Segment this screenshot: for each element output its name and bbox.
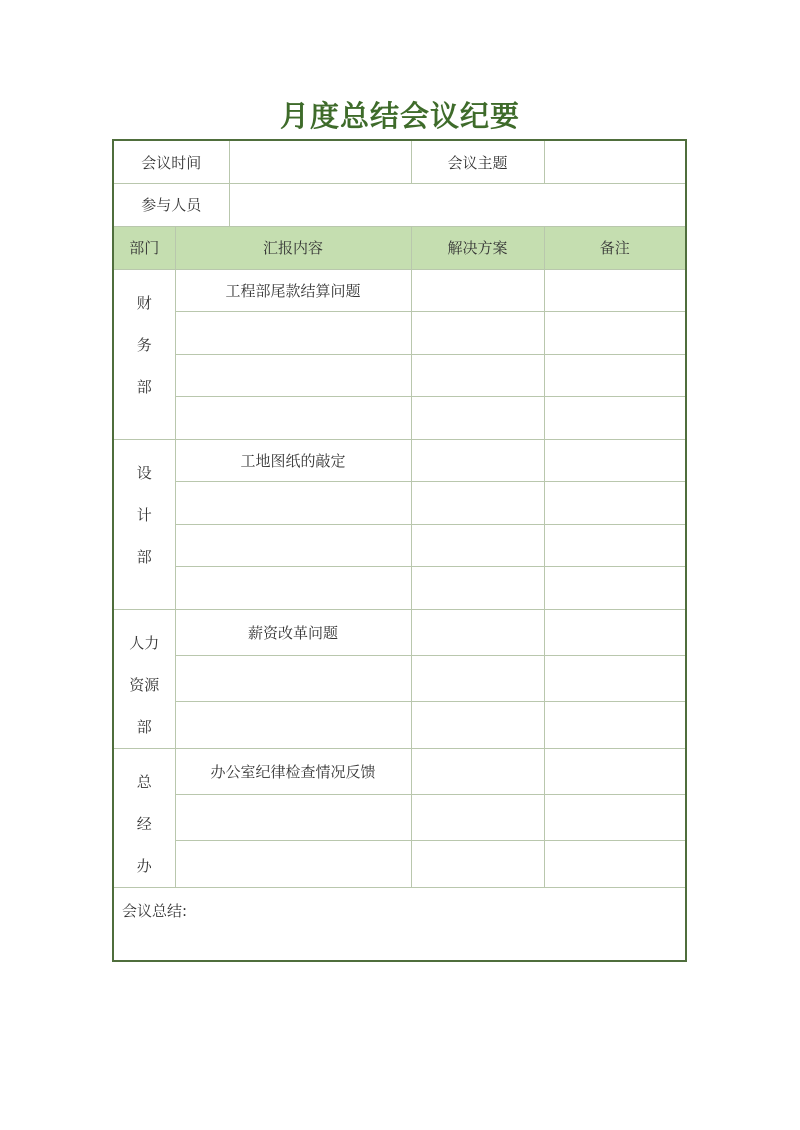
table-row [114, 354, 685, 397]
report-content-cell[interactable] [175, 524, 411, 567]
meeting-time-field[interactable] [229, 141, 411, 184]
table-row [114, 482, 685, 525]
notes-cell[interactable] [544, 794, 685, 840]
notes-cell[interactable] [544, 397, 685, 440]
meeting-summary-field[interactable]: 会议总结: [114, 887, 685, 984]
solution-cell[interactable] [411, 524, 544, 567]
meeting-topic-field[interactable] [544, 141, 685, 184]
notes-cell[interactable] [544, 655, 685, 701]
table-row [114, 609, 685, 655]
report-content-cell[interactable] [175, 702, 411, 748]
notes-cell[interactable] [544, 609, 685, 655]
info-row-2 [114, 184, 685, 227]
solution-cell[interactable] [411, 609, 544, 655]
solution-cell[interactable] [411, 794, 544, 840]
notes-cell[interactable] [544, 702, 685, 748]
table-row [114, 567, 685, 610]
report-content-cell[interactable] [175, 312, 411, 355]
table-row [114, 269, 685, 312]
solution-cell[interactable] [411, 397, 544, 440]
dept-cell-gm-office: 总 经 办 [114, 748, 175, 887]
report-content-cell[interactable] [175, 794, 411, 840]
notes-cell[interactable] [544, 748, 685, 794]
notes-cell[interactable] [544, 841, 685, 887]
report-content-cell[interactable] [175, 841, 411, 887]
meeting-time-label: 会议时间 [114, 141, 229, 184]
solution-cell[interactable] [411, 655, 544, 701]
header-content: 汇报内容 [175, 226, 411, 269]
table-row [114, 524, 685, 567]
solution-cell[interactable] [411, 354, 544, 397]
minutes-table [114, 141, 685, 984]
report-content-cell[interactable]: 工地图纸的敲定 [175, 439, 411, 482]
table-row [114, 748, 685, 794]
header-solution: 解决方案 [411, 226, 544, 269]
header-notes: 备注 [544, 226, 685, 269]
table-row [114, 655, 685, 701]
header-dept: 部门 [114, 226, 175, 269]
table-row [114, 702, 685, 748]
info-row-1 [114, 141, 685, 184]
report-content-cell[interactable] [175, 397, 411, 440]
attendees-field[interactable] [229, 184, 685, 227]
solution-cell[interactable] [411, 702, 544, 748]
table-row [114, 312, 685, 355]
document-title: 月度总结会议纪要 [279, 99, 520, 133]
summary-row [114, 887, 685, 984]
solution-cell[interactable] [411, 482, 544, 525]
report-content-cell[interactable] [175, 482, 411, 525]
solution-cell[interactable] [411, 748, 544, 794]
report-content-cell[interactable] [175, 354, 411, 397]
meeting-topic-label: 会议主题 [411, 141, 544, 184]
solution-cell[interactable] [411, 841, 544, 887]
table-row [114, 794, 685, 840]
report-content-cell[interactable]: 办公室纪律检查情况反馈 [175, 748, 411, 794]
attendees-label: 参与人员 [114, 184, 229, 227]
meeting-minutes-form [112, 139, 687, 962]
report-content-cell[interactable] [175, 567, 411, 610]
notes-cell[interactable] [544, 524, 685, 567]
notes-cell[interactable] [544, 439, 685, 482]
notes-cell[interactable] [544, 482, 685, 525]
notes-cell[interactable] [544, 354, 685, 397]
table-row [114, 397, 685, 440]
report-content-cell[interactable]: 薪资改革问题 [175, 609, 411, 655]
notes-cell[interactable] [544, 312, 685, 355]
notes-cell[interactable] [544, 567, 685, 610]
table-row [114, 439, 685, 482]
solution-cell[interactable] [411, 269, 544, 312]
solution-cell[interactable] [411, 439, 544, 482]
table-row [114, 841, 685, 887]
report-content-cell[interactable] [175, 655, 411, 701]
notes-cell[interactable] [544, 269, 685, 312]
report-content-cell[interactable]: 工程部尾款结算问题 [175, 269, 411, 312]
dept-cell-design: 设 计 部 [114, 439, 175, 609]
table-header-row [114, 226, 685, 269]
dept-cell-finance: 财 务 部 [114, 269, 175, 439]
solution-cell[interactable] [411, 567, 544, 610]
solution-cell[interactable] [411, 312, 544, 355]
dept-cell-hr: 人力 资源 部 [114, 609, 175, 748]
